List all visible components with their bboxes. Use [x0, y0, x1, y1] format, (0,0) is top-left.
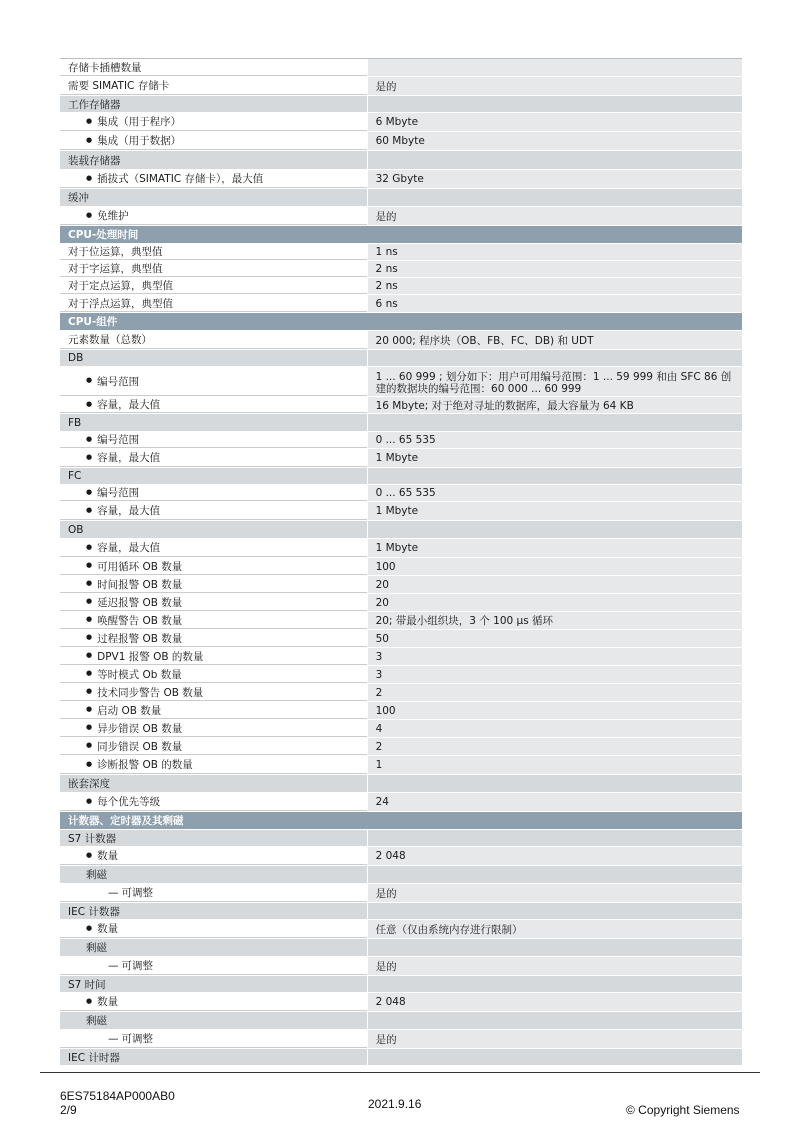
spec-value: 20; 带最小组织块，3 个 100 μs 循环: [368, 612, 742, 629]
spec-row: [60, 847, 742, 866]
spec-label: S7 计数器: [60, 830, 367, 846]
spec-row: [60, 59, 742, 77]
spec-label: CPU-处理时间: [68, 229, 139, 241]
spec-label: 嵌套深度: [60, 775, 367, 792]
subsection-row: [60, 468, 742, 485]
spec-label: ● 延迟报警 OB 数量: [60, 594, 367, 611]
spec-label: 对于浮点运算，典型值: [60, 295, 367, 312]
spec-value: 24: [368, 793, 742, 811]
spec-value: 32 Gbyte: [368, 170, 742, 188]
spec-value: 3: [368, 666, 742, 683]
spec-row: [60, 666, 742, 684]
spec-label: — 可调整: [60, 957, 367, 975]
spec-label: ● 免维护: [60, 207, 367, 225]
spec-label: ● 诊断报警 OB 的数量: [60, 756, 367, 774]
document-date: 2021.9.16: [368, 1097, 422, 1111]
spec-value: 0 ... 65 535: [368, 432, 742, 448]
spec-value: [368, 414, 742, 431]
spec-row: [60, 993, 742, 1012]
spec-value: 3: [368, 648, 742, 665]
spec-value: [368, 976, 742, 992]
spec-row: [60, 793, 742, 812]
spec-row: [60, 756, 742, 775]
spec-value: 2 ns: [368, 261, 742, 277]
spec-row: [60, 485, 742, 502]
spec-row: [60, 331, 742, 350]
spec-value: 4: [368, 720, 742, 737]
spec-row: [60, 502, 742, 521]
spec-value: 1 Mbyte: [368, 449, 742, 467]
subsection-row: [60, 521, 742, 539]
spec-label: ● 容量，最大值: [60, 397, 367, 413]
spec-value: [368, 812, 742, 829]
spec-label: 剩磁: [60, 866, 367, 883]
spec-value: [368, 226, 742, 243]
spec-value: 6 ns: [368, 295, 742, 312]
spec-value: [368, 151, 742, 169]
spec-row: [60, 720, 742, 738]
spec-row: [60, 558, 742, 576]
copyright: © Copyright Siemens: [626, 1103, 740, 1117]
spec-value: 2: [368, 684, 742, 701]
subsection-row: [60, 96, 742, 113]
spec-row: [60, 113, 742, 132]
subsection-row: [60, 414, 742, 432]
spec-label: 对于位运算，典型值: [60, 244, 367, 260]
spec-table: [60, 58, 742, 1066]
spec-row: [60, 539, 742, 558]
spec-row: [60, 449, 742, 468]
spec-value: 2 048: [368, 993, 742, 1011]
subsection-row: [60, 1049, 742, 1066]
spec-value: 是的: [368, 884, 742, 902]
spec-row: [60, 432, 742, 449]
spec-label: ● 编号范围: [60, 432, 367, 448]
section-header: [60, 313, 742, 331]
spec-value: 是的: [368, 77, 742, 95]
spec-value: 1 ... 60 999 ; 划分如下：用户可用编号范围：1 ... 59 999 和由 SFC 86 创建的数据块的编号范围：60 000 ... 60 999: [368, 367, 742, 396]
spec-label: ● 每个优先等级: [60, 793, 367, 811]
spec-value: 50: [368, 630, 742, 647]
spec-row: [60, 648, 742, 666]
spec-label: ● 启动 OB 数量: [60, 702, 367, 719]
spec-label: 工作存储器: [60, 96, 367, 112]
spec-value: [368, 1012, 742, 1029]
spec-value: 2: [368, 738, 742, 755]
order-number: 6ES75184AP000AB0: [60, 1089, 175, 1103]
spec-value: 是的: [368, 207, 742, 225]
spec-value: 1 Mbyte: [368, 539, 742, 557]
spec-value: [368, 903, 742, 919]
spec-label: ● 等时模式 Ob 数量: [60, 666, 367, 683]
spec-row: [60, 244, 742, 261]
subsection-row: [60, 350, 742, 367]
footer-divider: [40, 1072, 760, 1073]
page-number: 2/9: [60, 1103, 77, 1117]
spec-label: 缓冲: [60, 189, 367, 206]
spec-value: [368, 189, 742, 206]
spec-row: [60, 77, 742, 96]
spec-value: 20 000; 程序块（OB、FB、FC、DB) 和 UDT: [368, 331, 742, 349]
spec-label: ● 容量，最大值: [60, 539, 367, 557]
spec-value: [368, 468, 742, 484]
spec-label: ● 技术同步警告 OB 数量: [60, 684, 367, 701]
spec-label: — 可调整: [60, 1030, 367, 1048]
spec-label: ● 容量，最大值: [60, 502, 367, 520]
spec-label: — 可调整: [60, 884, 367, 902]
spec-row: [60, 207, 742, 226]
spec-label: IEC 计时器: [60, 1049, 367, 1065]
spec-row: [60, 684, 742, 702]
spec-row: [60, 132, 742, 151]
spec-label: ● 异步错误 OB 数量: [60, 720, 367, 737]
spec-label: 存储卡插槽数量: [60, 59, 367, 76]
subsection-row: [60, 866, 742, 884]
subsection-row: [60, 189, 742, 207]
spec-label: 需要 SIMATIC 存储卡: [60, 77, 367, 95]
spec-row: [60, 702, 742, 720]
spec-label: ● 时间报警 OB 数量: [60, 576, 367, 593]
spec-value: 1: [368, 756, 742, 774]
spec-label: 元素数量（总数）: [60, 331, 367, 349]
spec-row: [60, 397, 742, 414]
spec-value: [368, 350, 742, 366]
spec-value: [368, 830, 742, 846]
spec-label: ● 编号范围: [60, 367, 367, 396]
spec-label: ● DPV1 报警 OB 的数量: [60, 648, 367, 665]
spec-value: 60 Mbyte: [368, 132, 742, 150]
subsection-row: [60, 151, 742, 170]
spec-row: [60, 295, 742, 313]
subsection-row: [60, 830, 742, 847]
spec-value: 0 ... 65 535: [368, 485, 742, 501]
spec-value: [368, 521, 742, 538]
spec-label: ● 编号范围: [60, 485, 367, 501]
subsection-row: [60, 976, 742, 993]
spec-label: ● 集成（用于数据）: [60, 132, 367, 150]
spec-label: 剩磁: [60, 1012, 367, 1029]
subsection-row: [60, 1012, 742, 1030]
subsection-row: [60, 939, 742, 957]
spec-value: 16 Mbyte; 对于绝对寻址的数据库，最大容量为 64 KB: [368, 397, 742, 413]
spec-label: ● 集成（用于程序）: [60, 113, 367, 131]
spec-label: ● 同步错误 OB 数量: [60, 738, 367, 755]
spec-row: [60, 594, 742, 612]
section-header: [60, 812, 742, 830]
spec-label: FB: [60, 414, 367, 431]
spec-label: IEC 计数器: [60, 903, 367, 919]
spec-label: 对于定点运算，典型值: [60, 278, 367, 294]
spec-value: [368, 313, 742, 330]
spec-row: [60, 630, 742, 648]
spec-label: ● 可用循环 OB 数量: [60, 558, 367, 575]
spec-label: DB: [60, 350, 367, 366]
spec-value: 6 Mbyte: [368, 113, 742, 131]
spec-label: 对于字运算，典型值: [60, 261, 367, 277]
spec-value: 2 048: [368, 847, 742, 865]
spec-value: 20: [368, 594, 742, 611]
spec-label: ● 数量: [60, 920, 367, 938]
spec-value: 100: [368, 558, 742, 575]
spec-row: [60, 920, 742, 939]
spec-value: 是的: [368, 957, 742, 975]
spec-label: ● 数量: [60, 847, 367, 865]
subsection-row: [60, 903, 742, 920]
spec-value: [368, 866, 742, 883]
section-header: [60, 226, 742, 244]
spec-value: [368, 939, 742, 956]
spec-label: 计数器、定时器及其剩磁: [68, 815, 184, 827]
spec-row: [60, 278, 742, 295]
spec-row: [60, 1030, 742, 1049]
spec-row: [60, 367, 742, 397]
spec-value: 2 ns: [368, 278, 742, 294]
spec-label: ● 过程报警 OB 数量: [60, 630, 367, 647]
spec-value: 1 ns: [368, 244, 742, 260]
spec-value: [368, 775, 742, 792]
spec-row: [60, 884, 742, 903]
spec-row: [60, 957, 742, 976]
spec-label: ● 数量: [60, 993, 367, 1011]
spec-label: 剩磁: [60, 939, 367, 956]
spec-label: ● 唤醒警告 OB 数量: [60, 612, 367, 629]
subsection-row: [60, 775, 742, 793]
spec-value: [368, 59, 742, 76]
spec-value: 100: [368, 702, 742, 719]
spec-label: S7 时间: [60, 976, 367, 992]
spec-value: 是的: [368, 1030, 742, 1048]
spec-value: 20: [368, 576, 742, 593]
spec-row: [60, 261, 742, 278]
spec-value: [368, 96, 742, 112]
spec-row: [60, 576, 742, 594]
spec-label: CPU-组件: [68, 316, 118, 328]
spec-label: OB: [60, 521, 367, 538]
spec-row: [60, 738, 742, 756]
spec-value: 1 Mbyte: [368, 502, 742, 520]
spec-label: 装载存储器: [60, 151, 367, 169]
spec-row: [60, 612, 742, 630]
spec-value: 任意（仅由系统内存进行限制）: [368, 920, 742, 938]
spec-value: [368, 1049, 742, 1065]
spec-row: [60, 170, 742, 189]
spec-label: ● 容量，最大值: [60, 449, 367, 467]
spec-label: ● 插拔式（SIMATIC 存储卡），最大值: [60, 170, 367, 188]
spec-label: FC: [60, 468, 367, 484]
